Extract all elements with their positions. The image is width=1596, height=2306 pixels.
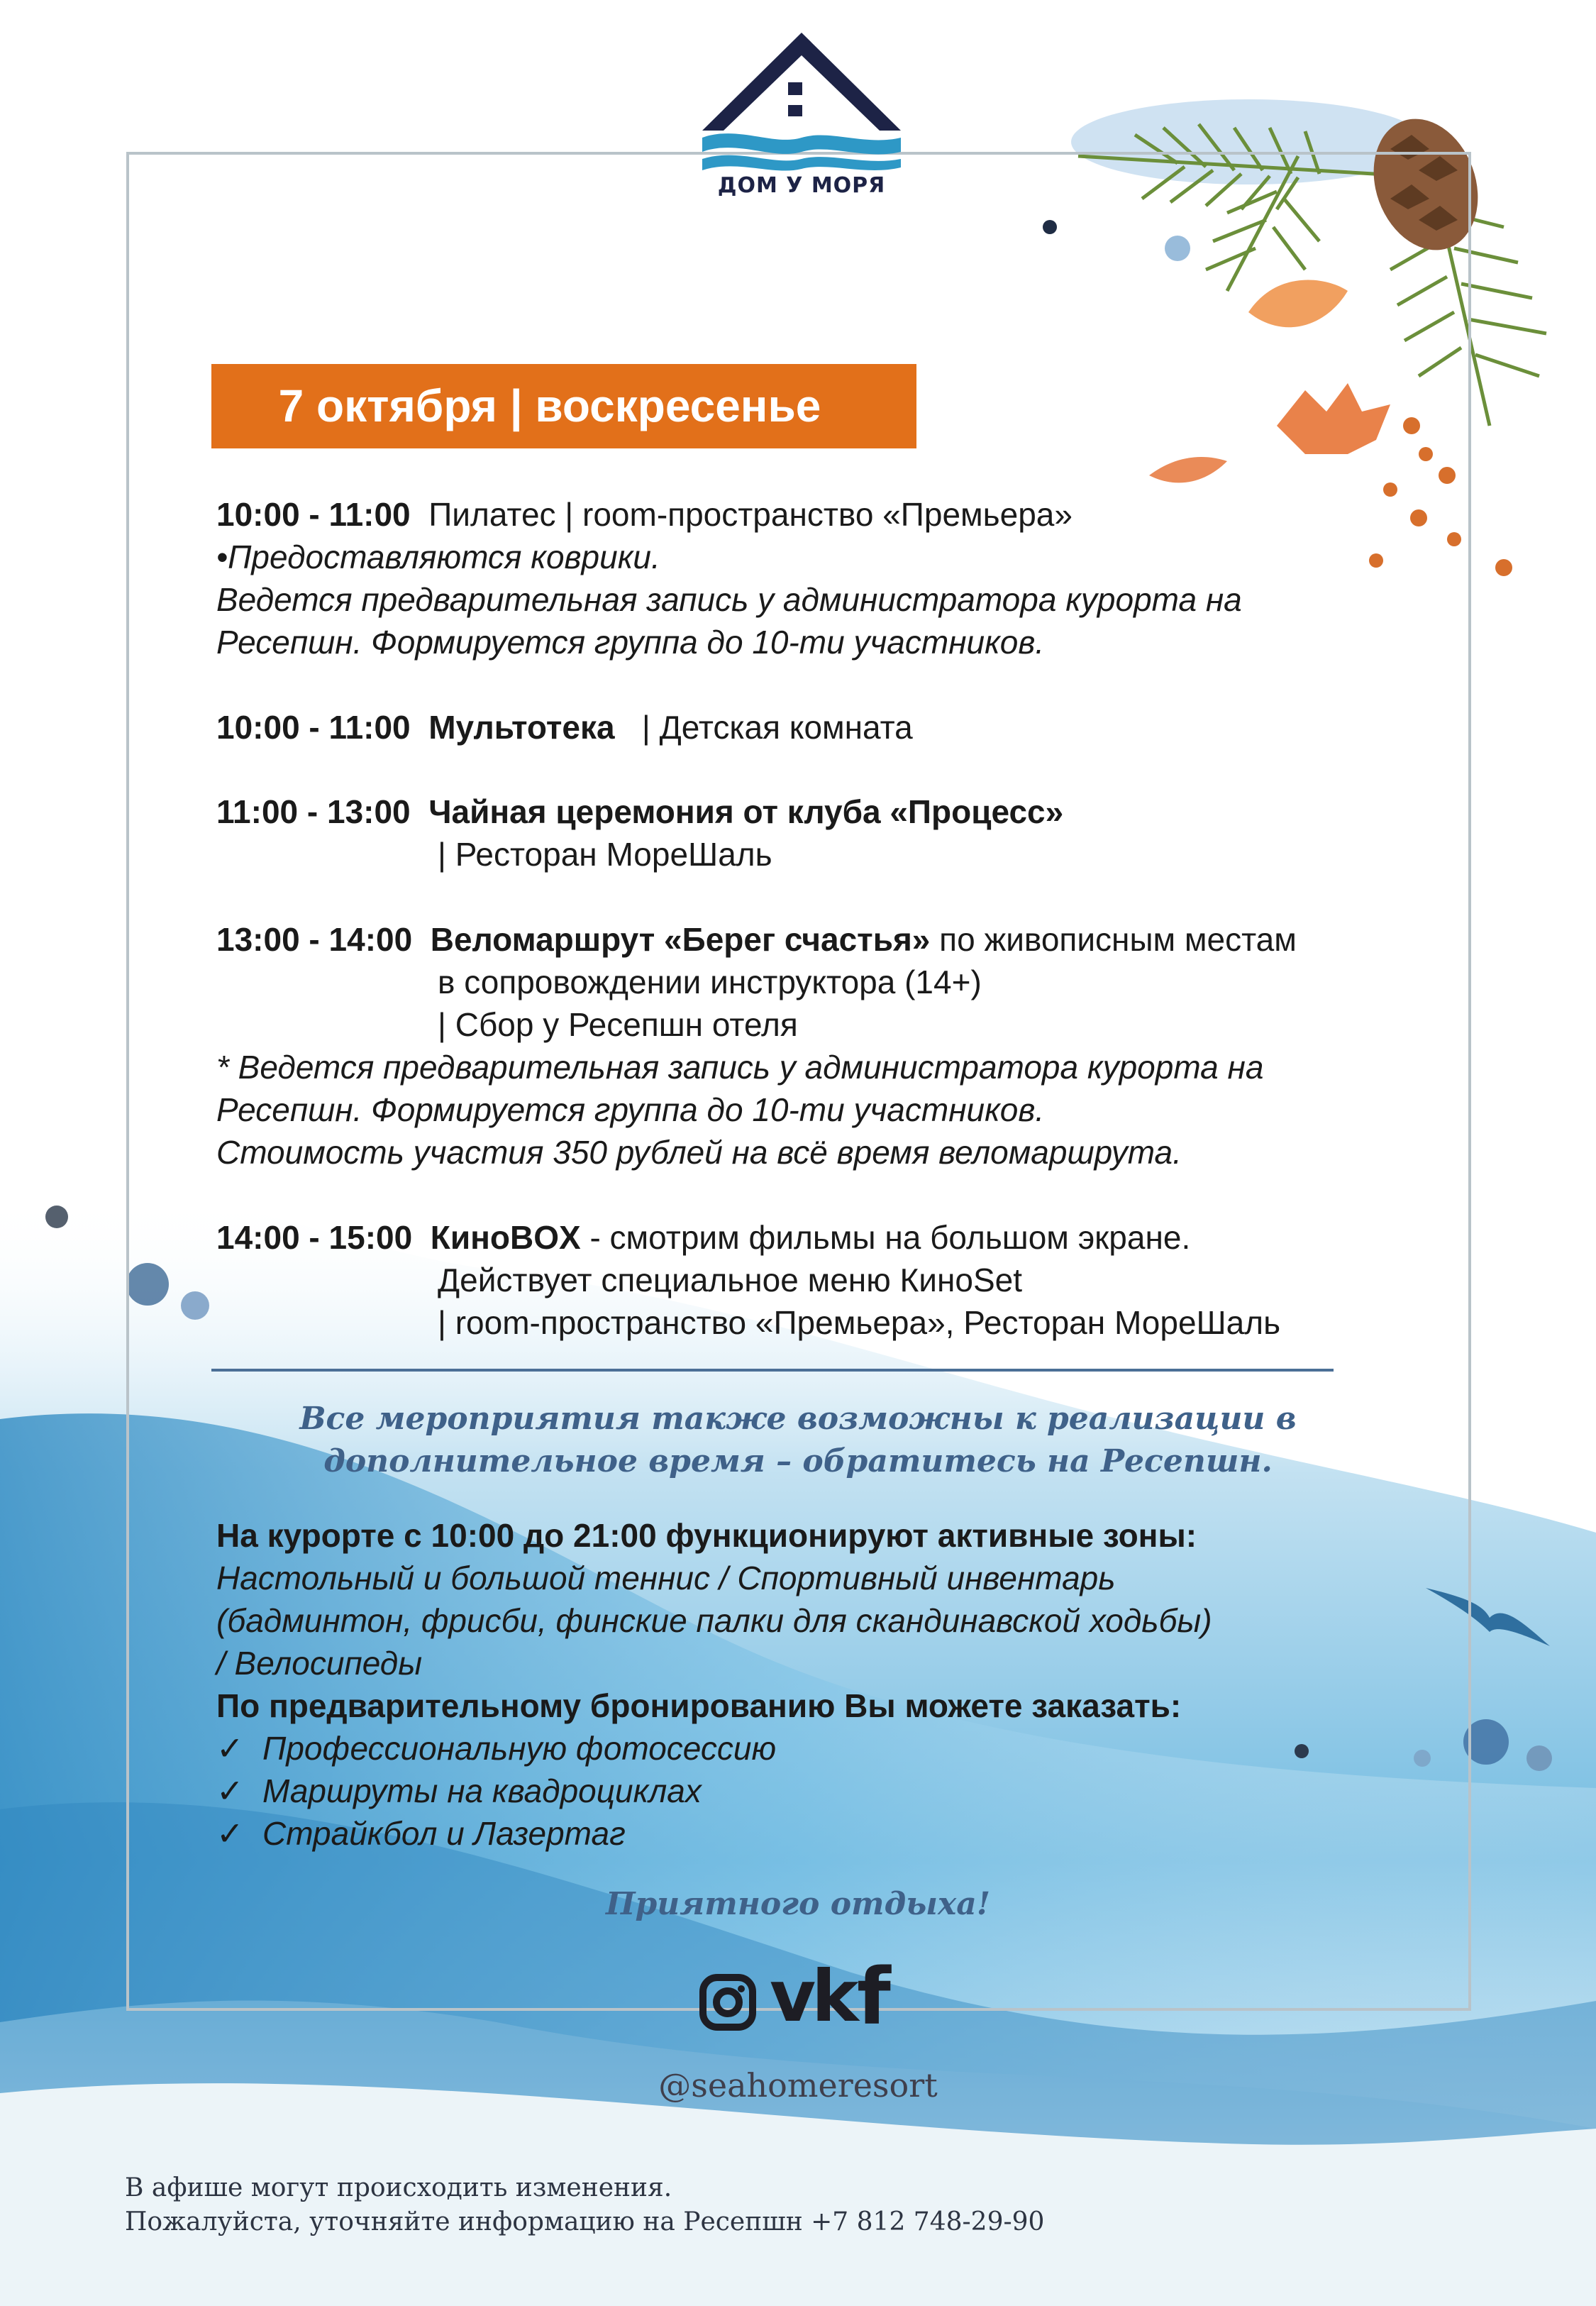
event-kinobox bbox=[216, 1216, 1190, 1259]
zones-line: Настольный и большой теннис / Спортивный инвентарь bbox=[216, 1560, 1116, 1596]
event-place: | Сбор у Ресепшн отеля bbox=[438, 1006, 798, 1043]
event-time: 10:00 - 11:00 bbox=[216, 496, 411, 533]
event-title: Веломаршрут «Берег счастья» bbox=[430, 921, 931, 958]
zones-line: (бадминтон, фрисби, финские палки для скандинавской ходьбы) bbox=[216, 1602, 1212, 1639]
section-divider bbox=[211, 1369, 1334, 1372]
notice-line: дополнительное время – обратитесь на Ресепшн. bbox=[323, 1443, 1273, 1479]
event-title: Чайная церемония от клуба «Процесс» bbox=[428, 793, 1064, 830]
date-banner: 7 октября | воскресенье bbox=[211, 364, 916, 448]
event-place: | room-пространство «Премьера», Ресторан МореШаль bbox=[438, 1304, 1281, 1341]
event-description: по живописным местам bbox=[930, 921, 1297, 958]
event-description: - смотрим фильмы на большом экране. bbox=[580, 1219, 1191, 1256]
event-description: в сопровождении инструктора (14+) bbox=[438, 964, 982, 1000]
booking-item: ✓ Страйкбол и Лазертаг bbox=[216, 1812, 626, 1855]
event-description: Действует специальное меню КиноSet bbox=[438, 1262, 1023, 1298]
event-pilates bbox=[216, 493, 1073, 536]
checkmark-icon: ✓ bbox=[216, 1815, 244, 1852]
event-note: Ресепшн. Формируется группа до 10-ти участников. bbox=[216, 624, 1045, 661]
event-time: 10:00 - 11:00 bbox=[216, 709, 411, 746]
event-multoteka bbox=[216, 706, 913, 749]
event-tea-ceremony bbox=[216, 790, 1063, 833]
closing-greeting: Приятного отдыха! bbox=[605, 1886, 991, 1922]
event-note: •Предоставляются коврики. bbox=[216, 539, 660, 575]
checkmark-icon: ✓ bbox=[216, 1772, 244, 1809]
booking-item: ✓ Профессиональную фотосессию bbox=[216, 1727, 776, 1770]
notice-line: Все мероприятия также возможны к реализации в bbox=[299, 1401, 1297, 1437]
event-time: 11:00 - 13:00 bbox=[216, 793, 411, 830]
checkmark-icon: ✓ bbox=[216, 1730, 244, 1767]
zones-heading: На курорте с 10:00 до 21:00 функционируют активные зоны: bbox=[216, 1517, 1197, 1554]
booking-item: ✓ Маршруты на квадроциклах bbox=[216, 1770, 702, 1812]
event-time: 13:00 - 14:00 bbox=[216, 921, 413, 958]
social-handle[interactable]: @seahomeresort bbox=[658, 2066, 938, 2104]
event-note: * Ведется предварительная запись у администратора курорта на bbox=[216, 1049, 1264, 1086]
event-place: | Ресторан МореШаль bbox=[438, 836, 772, 873]
event-note: Ресепшн. Формируется группа до 10-ти участников. bbox=[216, 1091, 1045, 1128]
event-bike-route bbox=[216, 918, 1297, 961]
instagram-icon[interactable] bbox=[699, 1968, 757, 2039]
event-note: Стоимость участия 350 рублей на всё время веломаршрута. bbox=[216, 1134, 1182, 1171]
event-note: Ведется предварительная запись у администратора курорта на bbox=[216, 581, 1242, 618]
booking-heading: По предварительному бронированию Вы можете заказать: bbox=[216, 1687, 1182, 1724]
vk-icon[interactable]: vk bbox=[770, 1955, 855, 2038]
footer-note: В афише могут происходить изменения. bbox=[125, 2173, 672, 2202]
event-time: 14:00 - 15:00 bbox=[216, 1219, 413, 1256]
footer-contact: Пожалуйста, уточняйте информацию на Ресепшн +7 812 748-29-90 bbox=[125, 2207, 1045, 2236]
event-title: КиноBOX bbox=[430, 1219, 581, 1256]
event-description: Пилатес | room-пространство «Премьера» bbox=[428, 496, 1073, 533]
brand-name: ДОМ У МОРЯ bbox=[717, 173, 886, 198]
zones-line: / Велосипеды bbox=[216, 1645, 423, 1682]
facebook-icon[interactable]: f bbox=[857, 1951, 891, 2042]
event-title: Мультотека bbox=[428, 709, 615, 746]
event-place: | Детская комната bbox=[633, 709, 913, 746]
